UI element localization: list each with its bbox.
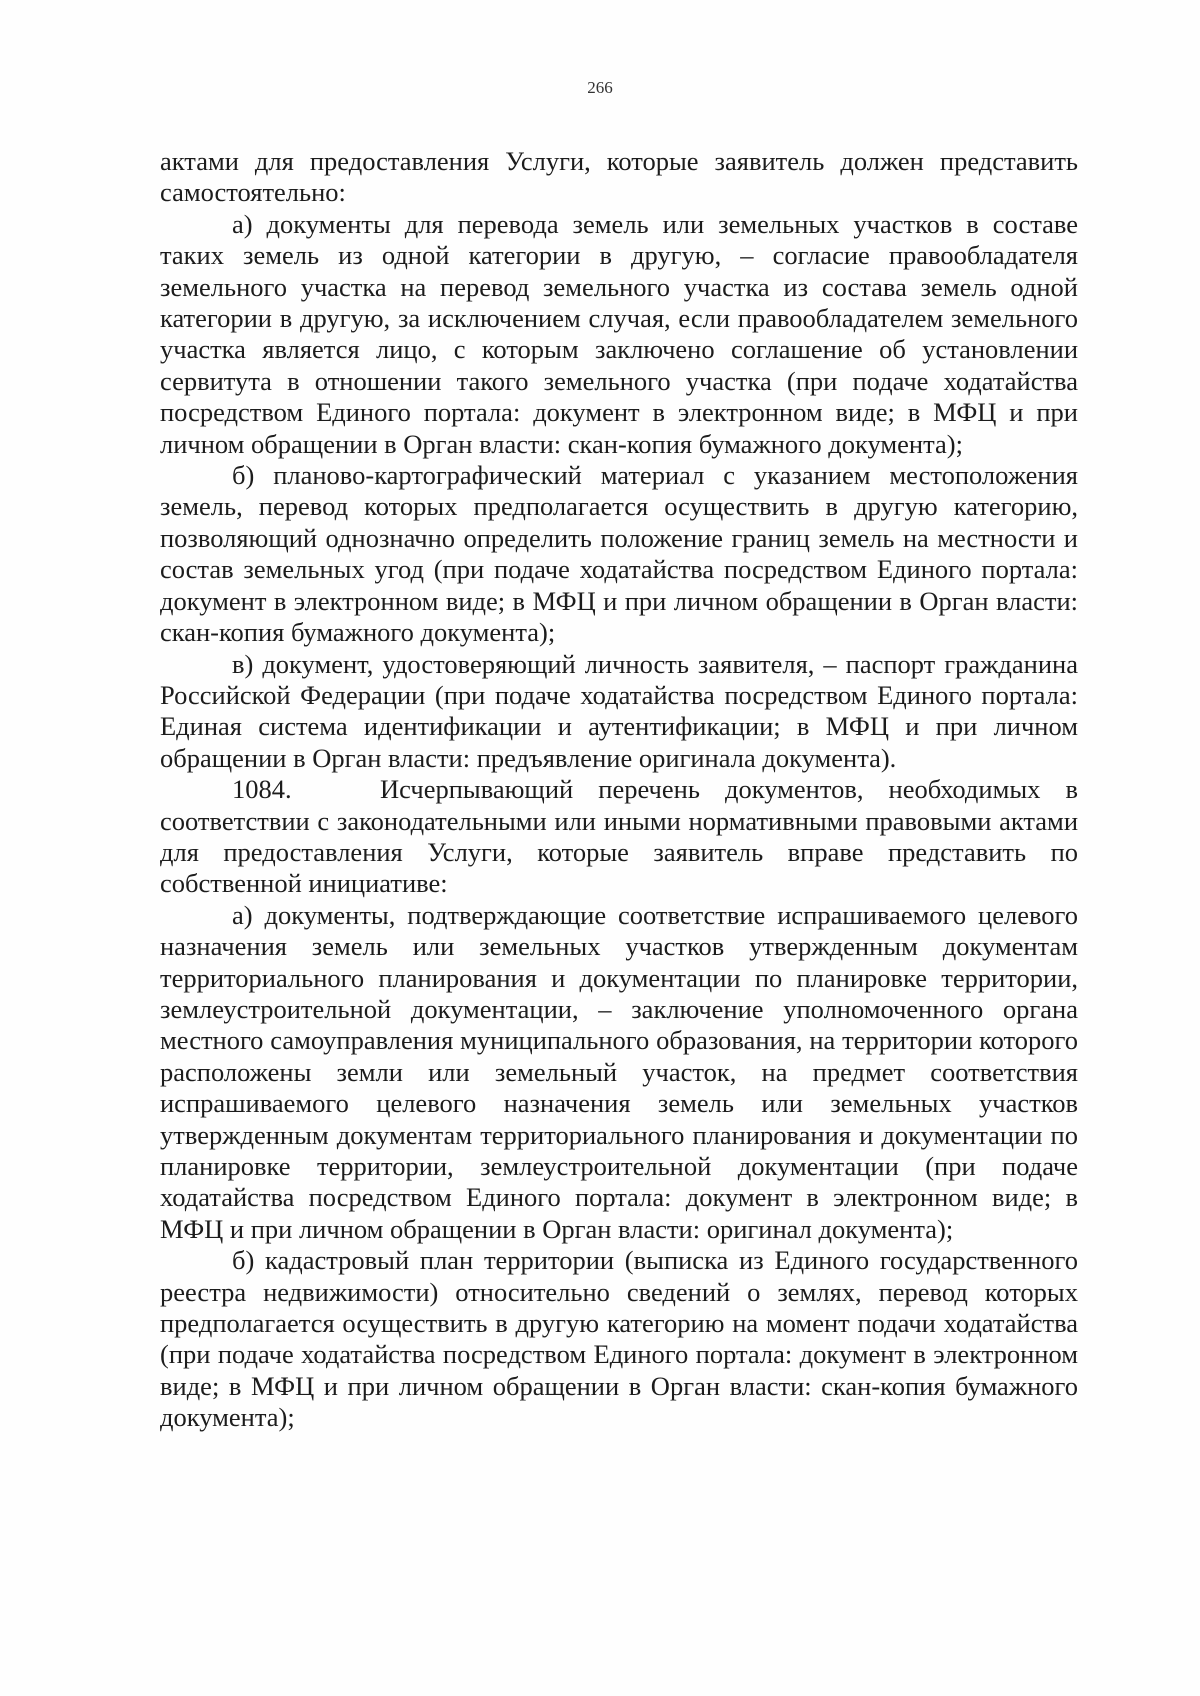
paragraph-section-1084 [160,774,1078,900]
section-1084-text: Исчерпывающий перечень документов, необходимых в соответствии с законодательными или иными нормативными правовыми актами для предоставления Услуги, которые заявитель вправе представить по собственной инициативе: [160,774,1078,899]
paragraph-item-b-map-material: б) планово-картографический материал с указанием местоположения земель, перевод которых предполагается осуществить в другую категорию, позволяющий однозначно определить положение границ земель на местности и состав земельных угод (при подаче ходатайства посредством Единого портала: документ в электронном виде; в МФЦ и при личном обращении в Орган власти: скан-копия бумажного документа); [160,460,1078,648]
paragraph-item-a-conformity: а) документы, подтверждающие соответствие испрашиваемого целевого назначения земель или земельных участков утвержденным документам территориального планирования и документации по планировке территории, землеустроительной документации, – заключение уполномоченного органа местного самоуправления муниципального образования, на территории которого расположены земли или земельный участок, на предмет соответствия испрашиваемого целевого назначения земель или земельных участков утвержденным документам территориального планирования и документации по планировке территории, землеустроительной документации (при подаче ходатайства посредством Единого портала: документ в электронном виде; в МФЦ и при личном обращении в Орган власти: оригинал документа); [160,899,1078,1244]
paragraph-item-b-cadastral-plan: б) кадастровый план территории (выписка из Единого государственного реестра недвижимости) относительно сведений о землях, перевод которых предполагается осуществить в другую категорию на момент подачи ходатайства (при подаче ходатайства посредством Единого портала: документ в электронном виде; в МФЦ и при личном обращении в Орган власти: скан-копия бумажного документа); [160,1245,1078,1433]
document-body [160,146,1078,1434]
page-number: 266 [587,78,613,97]
paragraph-item-a-consent: а) документы для перевода земель или земельных участков в составе таких земель из одной категории в другую, – согласие правообладателя земельного участка на перевод земельного участка из состава земель одной категории в другую, за исключением случая, если правообладателем земельного участка является лицо, с которым заключено соглашение об установлении сервитута в отношении такого земельного участка (при подаче ходатайства посредством Единого портала: документ в электронном виде; в МФЦ и при личном обращении в Орган власти: скан-копия бумажного документа); [160,208,1078,459]
paragraph-continuation: актами для предоставления Услуги, которые заявитель должен представить самостоятельно: [160,146,1078,208]
section-number: 1084. [232,774,292,805]
paragraph-item-v-identity-document: в) документ, удостоверяющий личность заявителя, – паспорт гражданина Российской Федерации (при подаче ходатайства посредством Единого портала: Единая система идентификации и аутентификации; в МФЦ и при личном обращении в Орган власти: предъявление оригинала документа). [160,648,1078,773]
